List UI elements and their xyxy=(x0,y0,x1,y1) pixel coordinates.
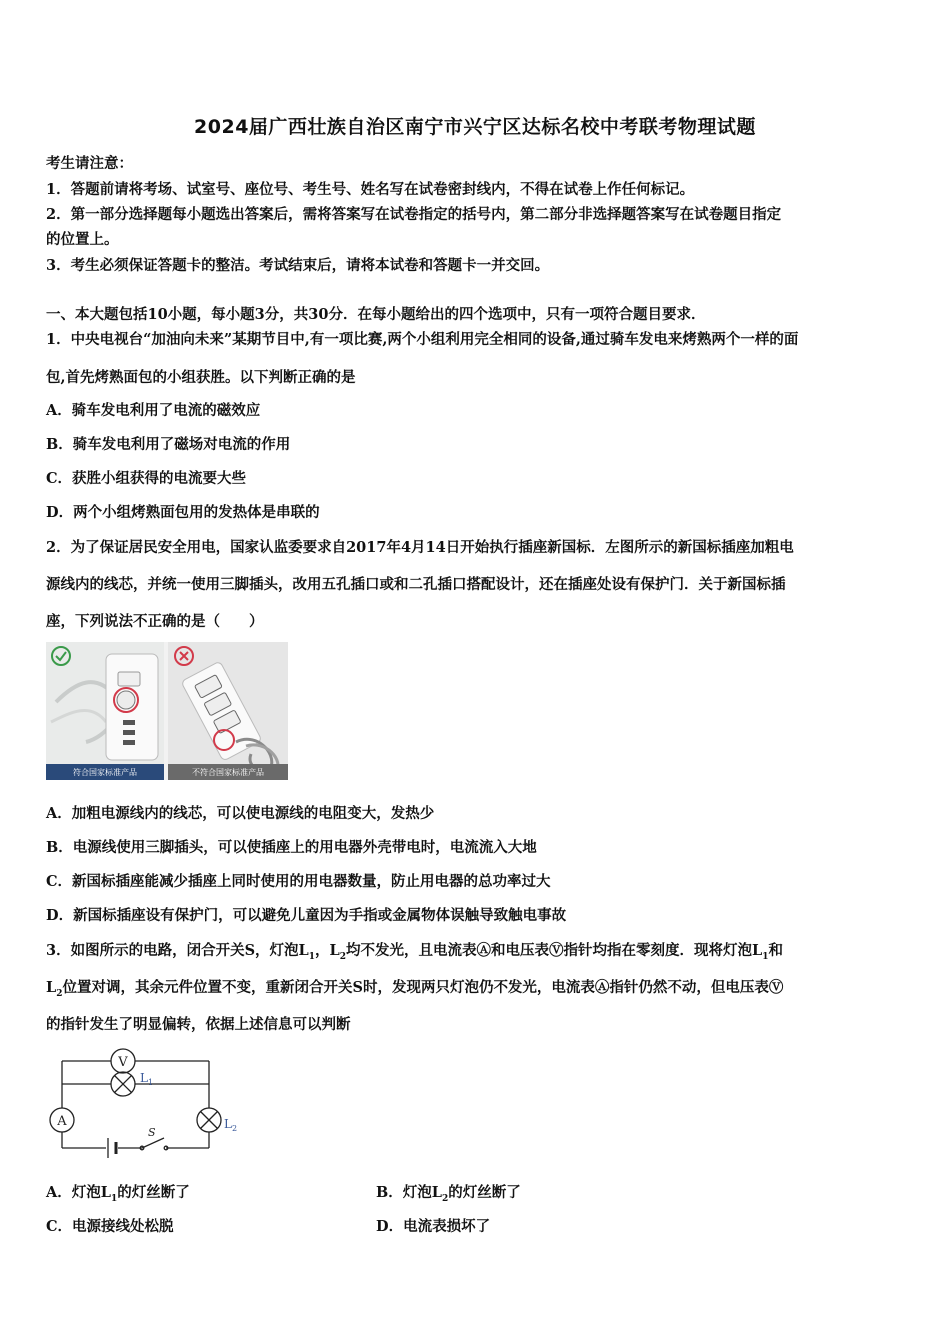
q3-sub-3: 1 xyxy=(762,951,769,962)
q3-option-a xyxy=(46,1181,190,1204)
left-panel xyxy=(46,642,164,764)
page-title: 2024届广西壮族自治区南宁市兴宁区达标名校中考联考物理试题 xyxy=(194,116,756,138)
lamp1-letter: L xyxy=(140,1071,148,1085)
q2-stem-line2: 源线内的线芯，并统一使用三脚插头，改用五孔插口或和二孔插口搭配设计，还在插座处设有保护门．关于新国标插 xyxy=(46,576,786,593)
q3-option-a-pre: A．灯泡L xyxy=(46,1184,111,1201)
q2-stem-line1: 2．为了保证居民安全用电，国家认监委要求自2017年4月14日开始执行插座新国标．左图所示的新国标插座加粗电 xyxy=(46,539,794,556)
switch-label: S xyxy=(148,1126,156,1139)
q3-text-b: ，L xyxy=(315,942,340,959)
q3-text-f: 位置对调，其余元件位置不变，重新闭合开关S时，发现两只灯泡仍不发光，电流表Ⓐ指针仍然不动，但电压表Ⓥ xyxy=(62,979,784,996)
lamp2-label xyxy=(224,1117,237,1133)
q2-option-a: A．加粗电源线内的线芯，可以使电源线的电阻变大，发热少 xyxy=(46,805,435,822)
q1-option-a: A．骑车发电利用了电流的磁效应 xyxy=(46,402,261,419)
q3-text-e: L xyxy=(46,979,57,996)
lamp2-subscript: 2 xyxy=(231,1124,238,1133)
q3-sub-1: 1 xyxy=(308,951,316,962)
voltmeter-label: V xyxy=(118,1055,128,1070)
q3-sub-4: 2 xyxy=(56,988,63,999)
q3-option-b-post: 的灯丝断了 xyxy=(448,1184,521,1201)
q3-circuit-diagram xyxy=(44,1046,238,1166)
right-panel xyxy=(168,642,288,772)
q2-stem-line3: 座，下列说法不正确的是（ ） xyxy=(46,613,264,630)
q3-stem-line2 xyxy=(46,976,908,999)
q3-option-d: D．电流表损坏了 xyxy=(376,1218,491,1235)
q1-option-b: B．骑车发电利用了磁场对电流的作用 xyxy=(46,436,291,453)
lamp1-label xyxy=(140,1071,153,1087)
notice-heading: 考生请注意： xyxy=(46,155,133,172)
q1-stem-line1: 1．中央电视台“加油向未来”某期节目中,有一项比赛,两个小组利用完全相同的设备,通过骑车发电来烤熟两个一样的面 xyxy=(46,331,799,348)
q1-stem-line2: 包,首先烤熟面包的小组获胜。以下判断正确的是 xyxy=(46,369,356,386)
q2-option-c: C．新国标插座能减少插座上同时使用的用电器数量，防止用电器的总功率过大 xyxy=(46,873,551,890)
q3-text-a: 3．如图所示的电路，闭合开关S，灯泡L xyxy=(46,942,309,959)
notice-item-2-cont: 的位置上。 xyxy=(46,231,119,248)
lamp1-subscript: 1 xyxy=(147,1078,154,1087)
right-caption: 不符合国家标准产品 xyxy=(192,768,264,777)
q2-option-d: D．新国标插座设有保护门，可以避免儿童因为手指或金属物体误触导致触电事故 xyxy=(46,907,567,924)
q3-option-b-sub: 2 xyxy=(441,1193,449,1204)
ammeter-label: A xyxy=(57,1114,67,1129)
q2-option-b: B．电源线使用三脚插头，可以使插座上的用电器外壳带电时，电流流入大地 xyxy=(46,839,537,856)
q3-option-a-sub: 1 xyxy=(110,1193,118,1204)
lamp2-letter: L xyxy=(224,1117,232,1131)
notice-item-3: 3．考生必须保证答题卡的整洁。考试结束后，请将本试卷和答题卡一并交回。 xyxy=(46,257,550,274)
notice-item-1: 1．答题前请将考场、试室号、座位号、考生号、姓名写在试卷密封线内，不得在试卷上作任何标记。 xyxy=(46,181,695,198)
q3-sub-2: 2 xyxy=(339,951,346,962)
notice-item-2: 2．第一部分选择题每小题选出答案后，需将答案写在试卷指定的括号内，第二部分非选择题答案写在试卷题目指定 xyxy=(46,206,782,223)
q1-option-d: D．两个小组烤熟面包用的发热体是串联的 xyxy=(46,504,320,521)
q3-option-b xyxy=(376,1181,521,1204)
q3-stem-line3: 的指针发生了明显偏转，依据上述信息可以判断 xyxy=(46,1016,351,1033)
q3-option-b-pre: B．灯泡L xyxy=(376,1184,442,1201)
q3-text-d: 和 xyxy=(768,942,783,959)
left-caption: 符合国家标准产品 xyxy=(73,768,137,777)
q3-option-c: C．电源接线处松脱 xyxy=(46,1218,174,1235)
q2-socket-photo xyxy=(46,642,288,780)
q3-text-c: 均不发光，且电流表Ⓐ和电压表Ⓥ指针均指在零刻度．现将灯泡L xyxy=(346,942,763,959)
q3-stem-line1 xyxy=(46,939,908,962)
q3-option-a-post: 的灯丝断了 xyxy=(117,1184,190,1201)
q1-option-c: C．获胜小组获得的电流要大些 xyxy=(46,470,247,487)
section-intro: 一、本大题包括10小题，每小题3分，共30分．在每小题给出的四个选项中，只有一项符合题目要求． xyxy=(46,306,706,323)
